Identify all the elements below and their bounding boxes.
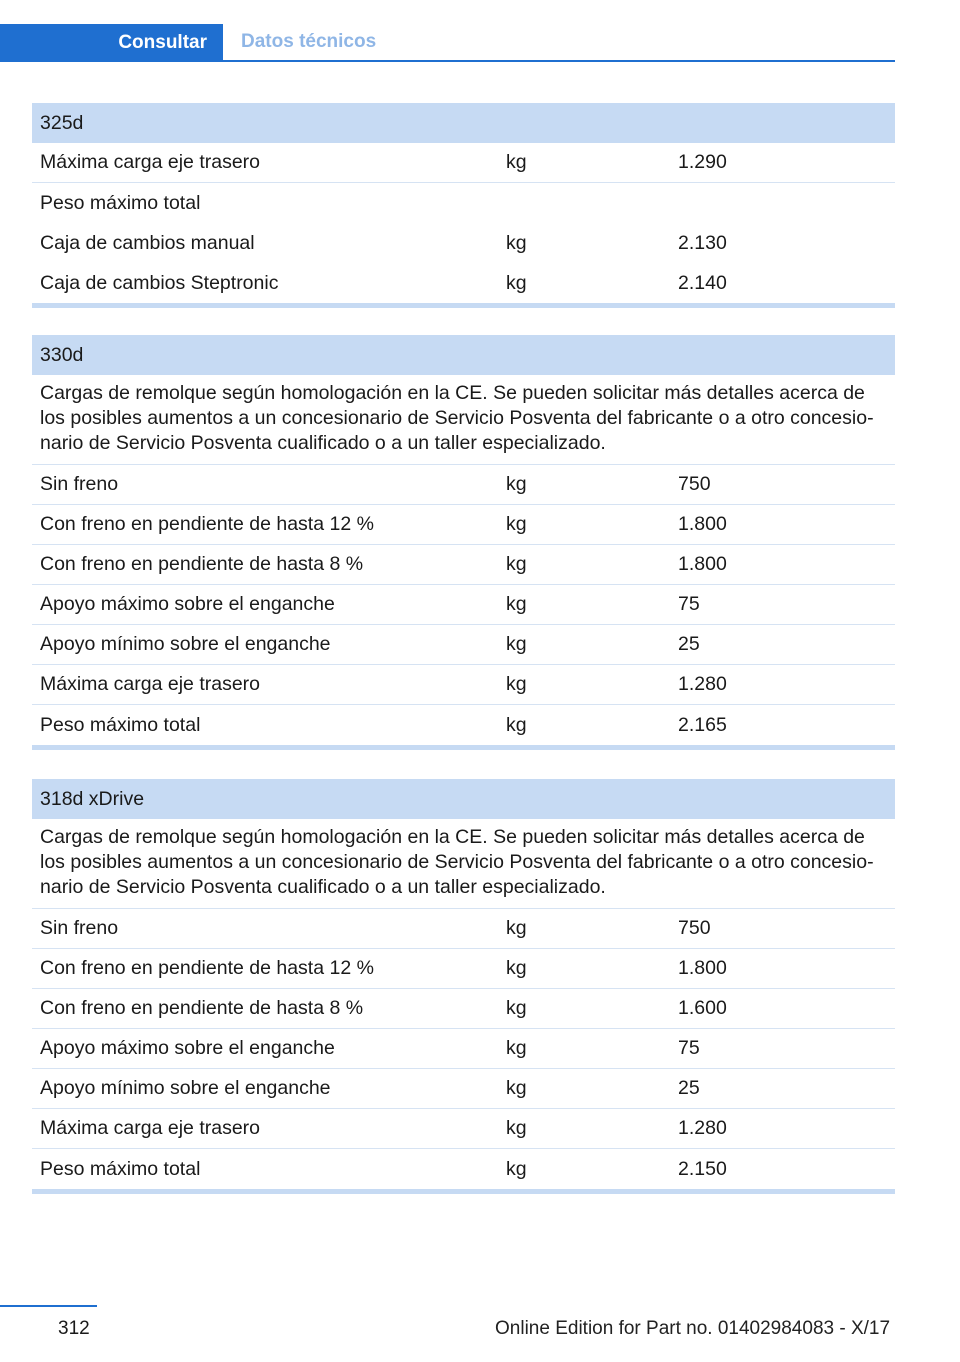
row-label: Peso máximo total xyxy=(40,191,201,214)
row-label: Caja de cambios Steptronic xyxy=(40,271,279,294)
row-value: 1.600 xyxy=(678,997,727,1019)
table-row xyxy=(32,705,895,745)
table-325d xyxy=(32,103,895,308)
table-row xyxy=(32,909,895,949)
row-label: Peso máximo total xyxy=(40,1157,201,1180)
table-row xyxy=(32,1029,895,1069)
table-330d xyxy=(32,335,895,750)
table-row xyxy=(32,1069,895,1109)
row-label: Caja de cambios manual xyxy=(40,231,255,254)
row-label: Con freno en pendiente de hasta 8 % xyxy=(40,997,364,1019)
row-label: Apoyo mínimo sobre el enganche xyxy=(40,1077,331,1099)
table-row xyxy=(32,1109,895,1149)
tab-consultar[interactable]: Consultar xyxy=(0,24,223,62)
row-unit: kg xyxy=(506,1157,527,1180)
row-label: Con freno en pendiente de hasta 12 % xyxy=(40,513,374,535)
row-label: Apoyo máximo sobre el enganche xyxy=(40,593,335,615)
table-row xyxy=(32,465,895,505)
table-row xyxy=(32,949,895,989)
page-header xyxy=(0,24,895,62)
row-value: 1.280 xyxy=(678,673,727,695)
table-end-bar xyxy=(32,1189,895,1194)
table-note: Cargas de remolque según homologación en la CE. Se pueden solicitar más detalles acerca de los posibles aumentos a un concesionario de Servicio Posventa del fabricante o a otro concesionario de Servicio Posventa cualificado o a un taller especializado. xyxy=(32,375,895,465)
row-value: 25 xyxy=(678,633,700,655)
row-label: Con freno en pendiente de hasta 8 % xyxy=(40,553,364,575)
row-unit: kg xyxy=(506,473,527,495)
table-row xyxy=(32,143,895,183)
row-unit: kg xyxy=(506,957,527,979)
table-end-bar xyxy=(32,303,895,308)
table-row xyxy=(32,625,895,665)
row-unit: kg xyxy=(506,673,527,695)
row-unit: kg xyxy=(506,1037,527,1059)
row-unit: kg xyxy=(506,713,527,736)
row-label: Con freno en pendiente de hasta 12 % xyxy=(40,957,374,979)
row-label: Sin freno xyxy=(40,473,119,495)
table-row xyxy=(32,1149,895,1189)
row-value: 1.280 xyxy=(678,1117,727,1139)
row-value: 2.140 xyxy=(678,271,727,294)
row-value: 1.800 xyxy=(678,957,727,979)
row-unit: kg xyxy=(506,231,527,254)
row-value: 750 xyxy=(678,473,711,495)
table-row xyxy=(32,505,895,545)
row-unit: kg xyxy=(506,633,527,655)
row-value: 2.130 xyxy=(678,231,727,254)
row-value: 1.800 xyxy=(678,513,727,535)
table-title: 330d xyxy=(32,335,895,375)
row-value: 2.165 xyxy=(678,713,727,736)
table-318d-xdrive xyxy=(32,779,895,1194)
row-label: Apoyo máximo sobre el enganche xyxy=(40,1037,335,1059)
row-value: 1.290 xyxy=(678,151,727,173)
row-label: Sin freno xyxy=(40,917,119,939)
table-row xyxy=(32,545,895,585)
row-value: 25 xyxy=(678,1077,700,1099)
row-unit: kg xyxy=(506,271,527,294)
page-number: 312 xyxy=(58,1318,90,1339)
table-row xyxy=(32,223,895,263)
header-divider xyxy=(0,60,895,62)
table-row xyxy=(32,989,895,1029)
row-value: 75 xyxy=(678,593,700,615)
table-row xyxy=(32,665,895,705)
table-row xyxy=(32,263,895,303)
row-label: Apoyo mínimo sobre el enganche xyxy=(40,633,331,655)
footer-divider xyxy=(0,1305,97,1307)
row-label: Máxima carga eje trasero xyxy=(40,151,261,173)
row-unit: kg xyxy=(506,151,527,173)
row-label: Máxima carga eje trasero xyxy=(40,673,261,695)
row-label: Peso máximo total xyxy=(40,713,201,736)
table-title: 325d xyxy=(32,103,895,143)
row-value: 750 xyxy=(678,917,711,939)
row-value: 2.150 xyxy=(678,1157,727,1180)
row-unit: kg xyxy=(506,997,527,1019)
row-unit: kg xyxy=(506,917,527,939)
row-label: Máxima carga eje trasero xyxy=(40,1117,261,1139)
row-unit: kg xyxy=(506,1077,527,1099)
row-unit: kg xyxy=(506,593,527,615)
table-note: Cargas de remolque según homologación en la CE. Se pueden solicitar más detalles acerca de los posibles aumentos a un concesionario de Servicio Posventa del fabricante o a otro concesionario de Servicio Posventa cualificado o a un taller especializado. xyxy=(32,819,895,909)
table-row xyxy=(32,585,895,625)
row-unit: kg xyxy=(506,1117,527,1139)
table-row xyxy=(32,183,895,223)
table-title: 318d xDrive xyxy=(32,779,895,819)
row-unit: kg xyxy=(506,553,527,575)
table-end-bar xyxy=(32,745,895,750)
edition-text: Online Edition for Part no. 01402984083 - X/17 xyxy=(495,1318,891,1339)
row-unit: kg xyxy=(506,513,527,535)
row-value: 1.800 xyxy=(678,553,727,575)
row-value: 75 xyxy=(678,1037,700,1059)
tab-datos-tecnicos[interactable]: Datos técnicos xyxy=(241,31,377,52)
